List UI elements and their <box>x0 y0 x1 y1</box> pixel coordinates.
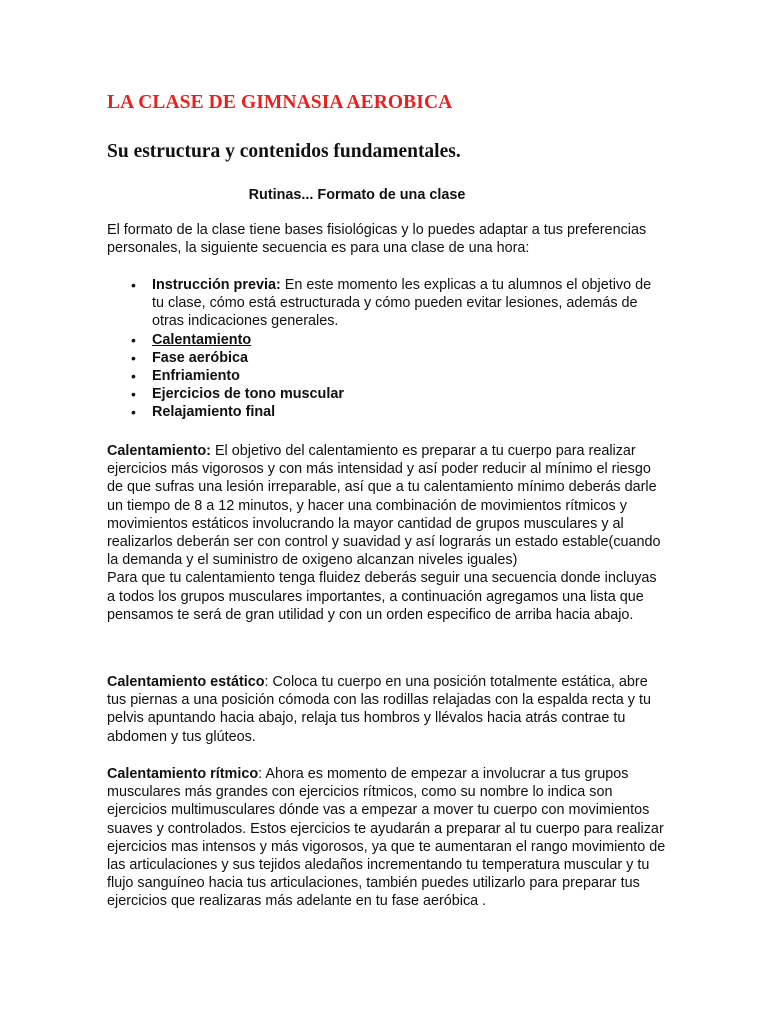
bullet-icon: • <box>131 368 136 385</box>
list-item-text: En este momento les explicas a tu alumnos el objetivo de tu clase, cómo está estructurada y cómo pueden evitar lesiones, además de otras indicaciones generales. <box>152 277 652 330</box>
document-title: LA CLASE DE GIMNASIA AEROBICA <box>107 92 453 113</box>
list-item <box>107 331 664 349</box>
bullet-icon: • <box>131 277 136 293</box>
list-item <box>107 403 664 421</box>
list-item-label: Calentamiento <box>152 331 252 348</box>
calentamiento-label: Calentamiento: <box>107 443 211 459</box>
list-item <box>107 385 664 403</box>
ritmico-paragraph <box>107 765 667 911</box>
list-item-label: Fase aeróbica <box>152 349 248 366</box>
list-item-label: Ejercicios de tono muscular <box>152 386 344 403</box>
estatico-text: : Coloca tu cuerpo en una posición totalmente estática, abre tus piernas a una posición cómoda con las rodillas relajadas con la espalda recta y tu pelvis apuntando hacia abajo, relaja tus hombros y llévalos hacia atrás contrae tu abdomen y tus glúteos. <box>107 674 651 745</box>
list-item-label: Enfriamiento <box>152 368 240 385</box>
calentamiento-paragraph <box>107 442 667 624</box>
bullet-icon: • <box>131 404 136 421</box>
list-item <box>107 367 664 385</box>
ritmico-label: Calentamiento rítmico <box>107 766 259 782</box>
bullet-icon: • <box>131 349 136 366</box>
ritmico-text: : Ahora es momento de empezar a involucrar a tus grupos musculares más grandes con ejercicios rítmicos, como su nombre lo indica son ejercicios multimusculares dónde vas a empezar a mover tu cuerpo con movimientos suaves y controlados. Estos ejercicios te ayudarán a preparar al tu cuerpo para realizar ejercicios mas intensos y más vigorosos, ya que te aumentaran el rango movimiento de las articulaciones y sus tejidos aledaños incrementando tu temperatura muscular y tu flujo sanguíneo hacia tus articulaciones, también puedes utilizarlo para preparar tus ejercicios que realizaras más adelante en tu fase aeróbica . <box>107 766 666 910</box>
list-item <box>107 276 664 331</box>
section-title: Rutinas... Formato de una clase <box>248 187 466 203</box>
estatico-paragraph <box>107 673 667 746</box>
document-subtitle: Su estructura y contenidos fundamentales. <box>107 141 461 162</box>
calentamiento-text-continued: Para que tu calentamiento tenga fluidez deberás seguir una secuencia donde incluyas a todos los grupos musculares importantes, a continuación agregamos una lista que pensamos te será de gran utilidad y con un orden especifico de arriba hacia abajo. <box>107 570 657 623</box>
list-item-label: Relajamiento final <box>152 404 276 421</box>
estatico-label: Calentamiento estático <box>107 674 265 690</box>
calentamiento-text: El objetivo del calentamiento es preparar a tu cuerpo para realizar ejercicios más vigorosos y con más intensidad y así poder reducir al mínimo el riesgo de que sufras una lesión irreparable, así que a tu calentamiento mínimo deberás darle un tiempo de 8 a 12 minutos, y hacer una combinación de movimientos rítmicos y movimientos estáticos involucrando la mayor cantidad de grupos musculares y al realizarlos deberán ser con control y suavidad y así lograrás un estado estable(cuando la demanda y el suministro de oxigeno alcanzan niveles iguales) <box>107 443 661 569</box>
class-format-list <box>107 276 667 422</box>
bullet-icon: • <box>131 331 136 348</box>
intro-paragraph: El formato de la clase tiene bases fisiológicas y lo puedes adaptar a tus preferencias personales, la siguiente secuencia es para una clase de una hora: <box>107 222 647 257</box>
list-item-label: Instrucción previa: <box>152 277 281 293</box>
bullet-icon: • <box>131 386 136 403</box>
list-item <box>107 349 664 367</box>
